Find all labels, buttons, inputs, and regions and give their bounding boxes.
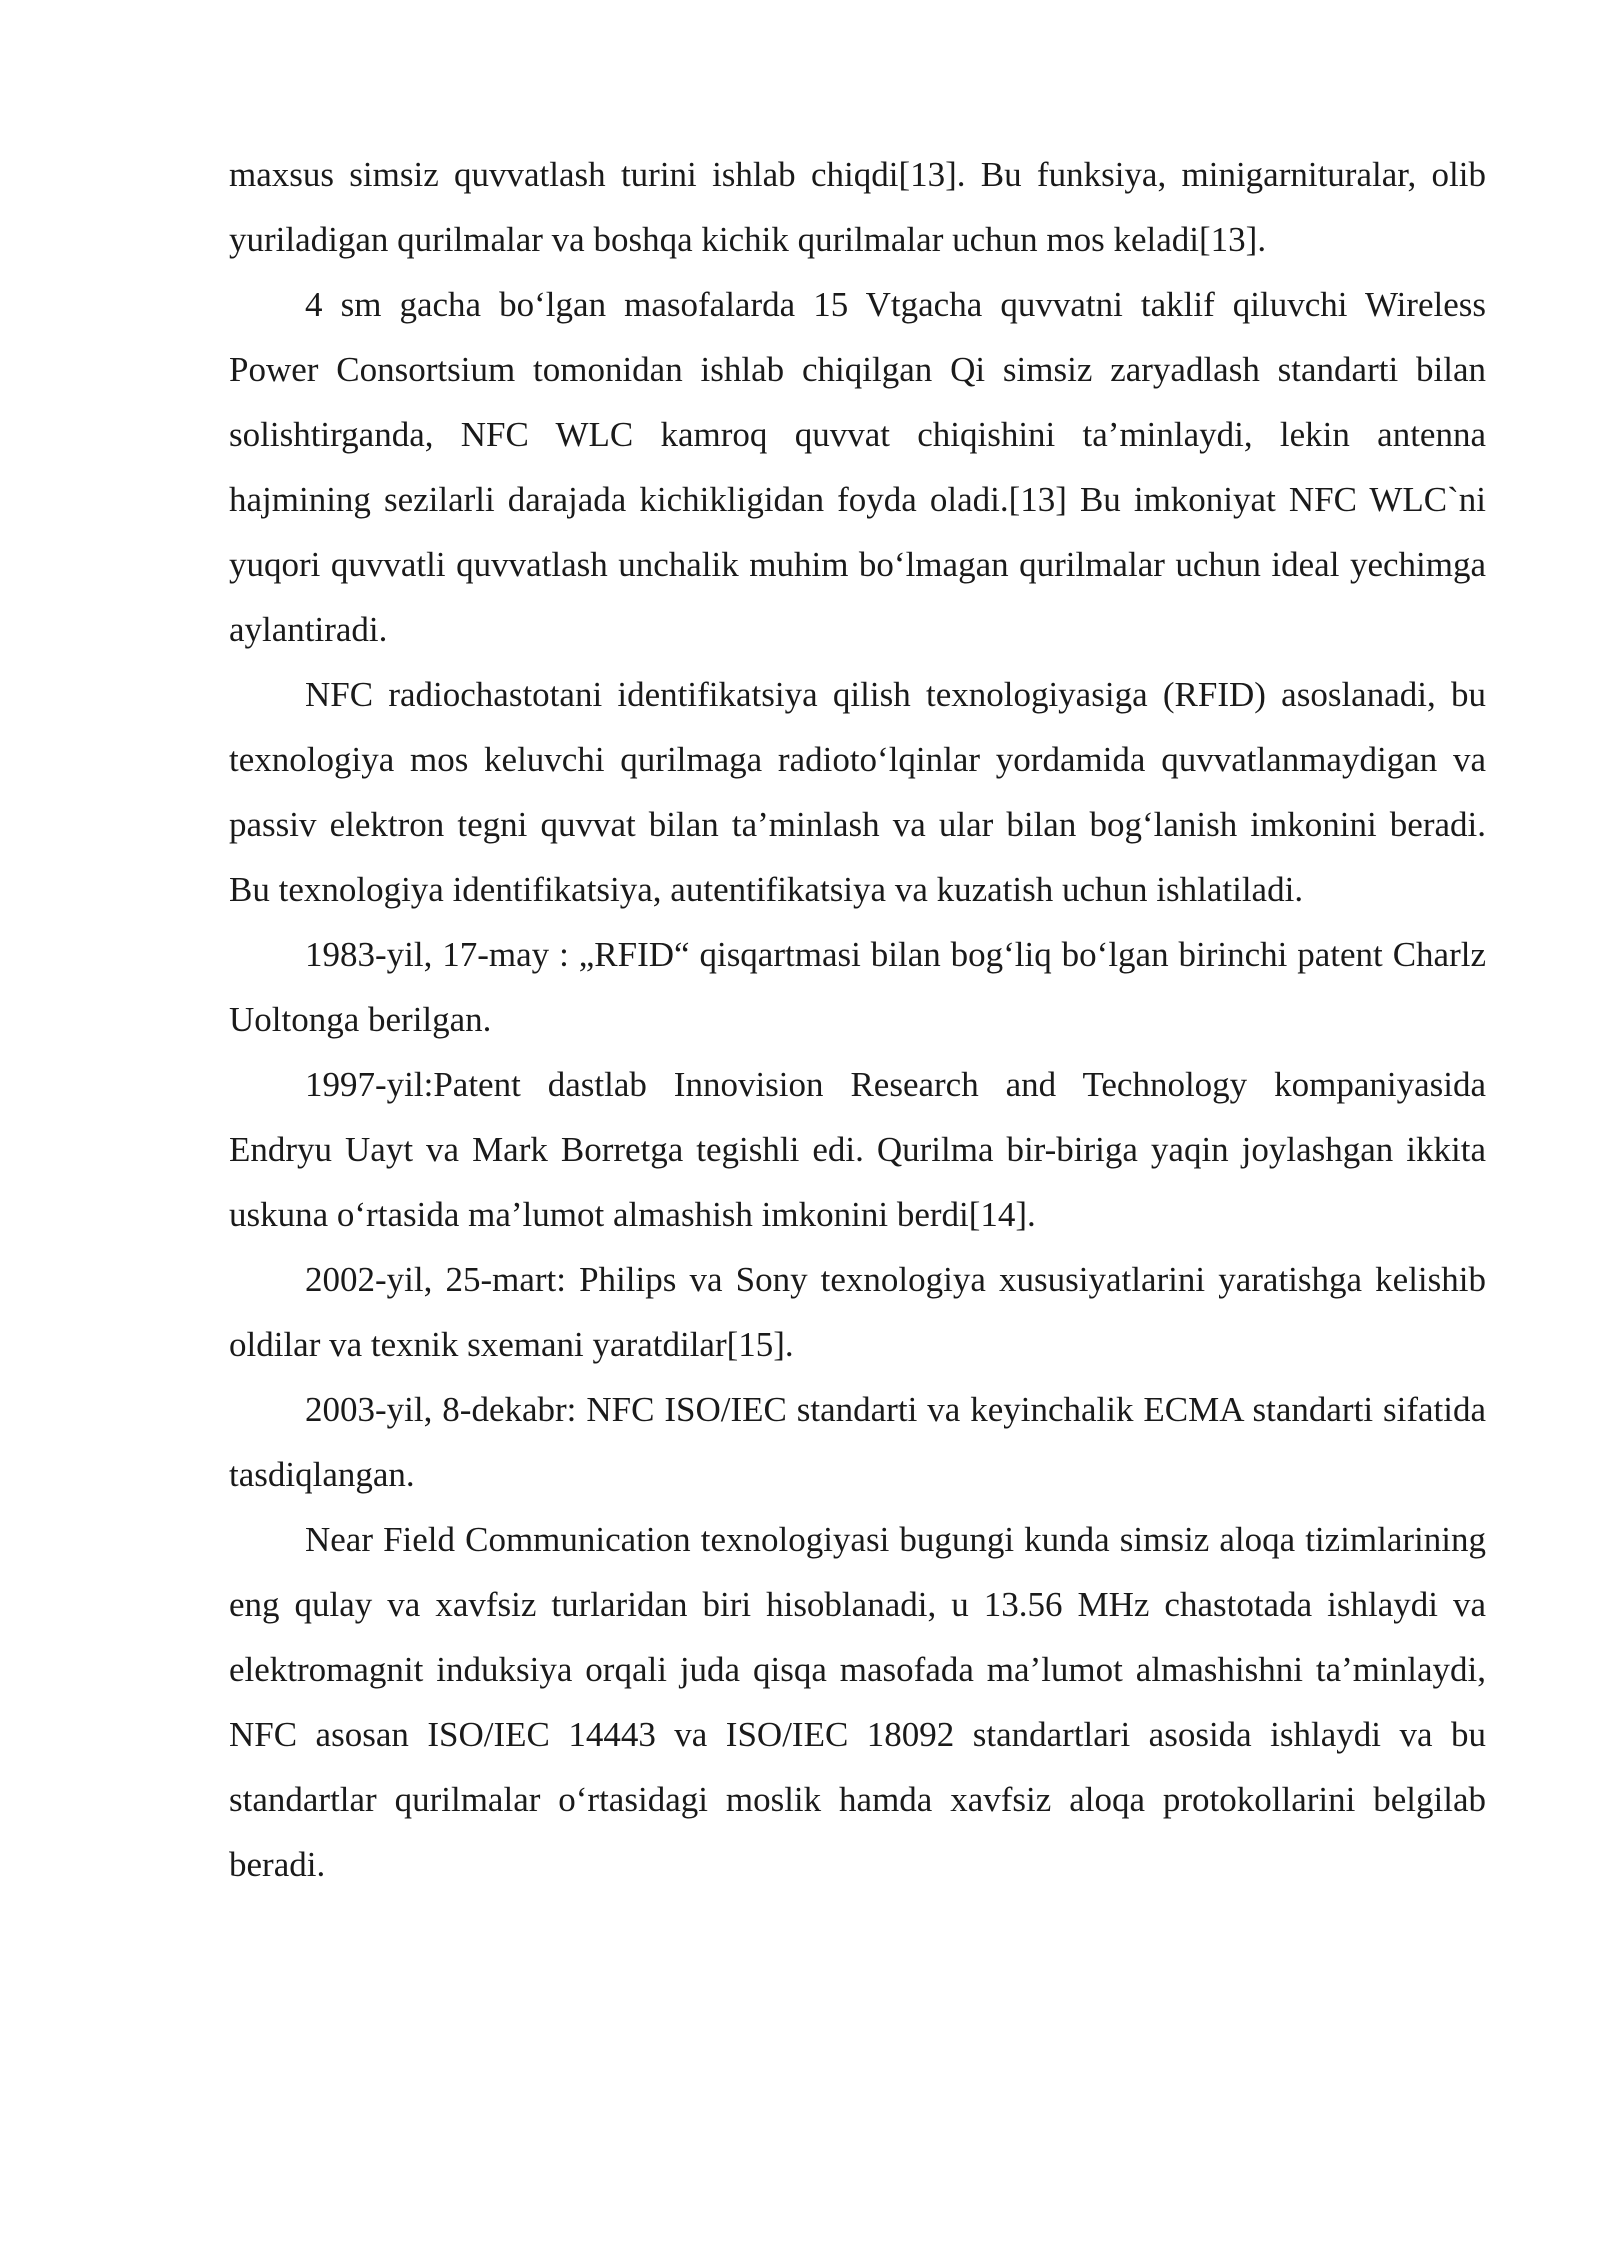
- paragraph-rfid-basis: NFC radiochastotani identifikatsiya qilish texnologiyasiga (RFID) asoslanadi, bu texnologiya mos keluvchi qurilmaga radioto‘lqinlar yordamida quvvatlanmaydigan va passiv elektron tegni quvvat bilan ta’minlash va ular bilan bog‘lanish imkonini beradi. Bu texnologiya identifikatsiya, autentifikatsiya va kuzatish uchun ishlatiladi.: [229, 675, 1486, 909]
- paragraph-nfc-summary: Near Field Communication texnologiyasi bugungi kunda simsiz aloqa tizimlarining eng qulay va xavfsiz turlaridan biri hisoblanadi, u 13.56 MHz chastotada ishlaydi va elektromagnit induksiya orqali juda qisqa masofada ma’lumot almashishni ta’minlaydi, NFC asosan ISO/IEC 14443 va ISO/IEC 18092 standartlari asosida ishlaydi va bu standartlar qurilmalar o‘rtasidagi moslik hamda xavfsiz aloqa protokollarini belgilab beradi.: [229, 1520, 1486, 1884]
- paragraph-continuation: maxsus simsiz quvvatlash turini ishlab chiqdi[13]. Bu funksiya, minigarnituralar, olib yuriladigan qurilmalar va boshqa kichik qurilmalar uchun mos keladi[13].: [229, 155, 1486, 259]
- paragraph-qi-comparison: 4 sm gacha bo‘lgan masofalarda 15 Vtgacha quvvatni taklif qiluvchi Wireless Power Consortsium tomonidan ishlab chiqilgan Qi simsiz zaryadlash standarti bilan solishtirganda, NFC WLC kamroq quvvat chiqishini ta’minlaydi, lekin antenna hajmining sezilarli darajada kichikligidan foyda oladi.[13] Bu imkoniyat NFC WLC`ni yuqori quvvatli quvvatlash unchalik muhim bo‘lmagan qurilmalar uchun ideal yechimga aylantiradi.: [229, 285, 1486, 649]
- paragraph-1983: 1983-yil, 17-may : „RFID“ qisqartmasi bilan bog‘liq bo‘lgan birinchi patent Charlz Uoltonga berilgan.: [229, 935, 1486, 1039]
- paragraph-2003: 2003-yil, 8-dekabr: NFC ISO/IEC standarti va keyinchalik ECMA standarti sifatida tasdiqlangan.: [229, 1390, 1486, 1494]
- document-page: [229, 142, 1486, 1897]
- paragraph-1997: 1997-yil:Patent dastlab Innovision Research and Technology kompaniyasida Endryu Uayt va Mark Borretga tegishli edi. Qurilma bir-biriga yaqin joylashgan ikkita uskuna o‘rtasida ma’lumot almashish imkonini berdi[14].: [229, 1065, 1486, 1234]
- paragraph-2002: 2002-yil, 25-mart: Philips va Sony texnologiya xususiyatlarini yaratishga kelishib oldilar va texnik sxemani yaratdilar[15].: [229, 1260, 1486, 1364]
